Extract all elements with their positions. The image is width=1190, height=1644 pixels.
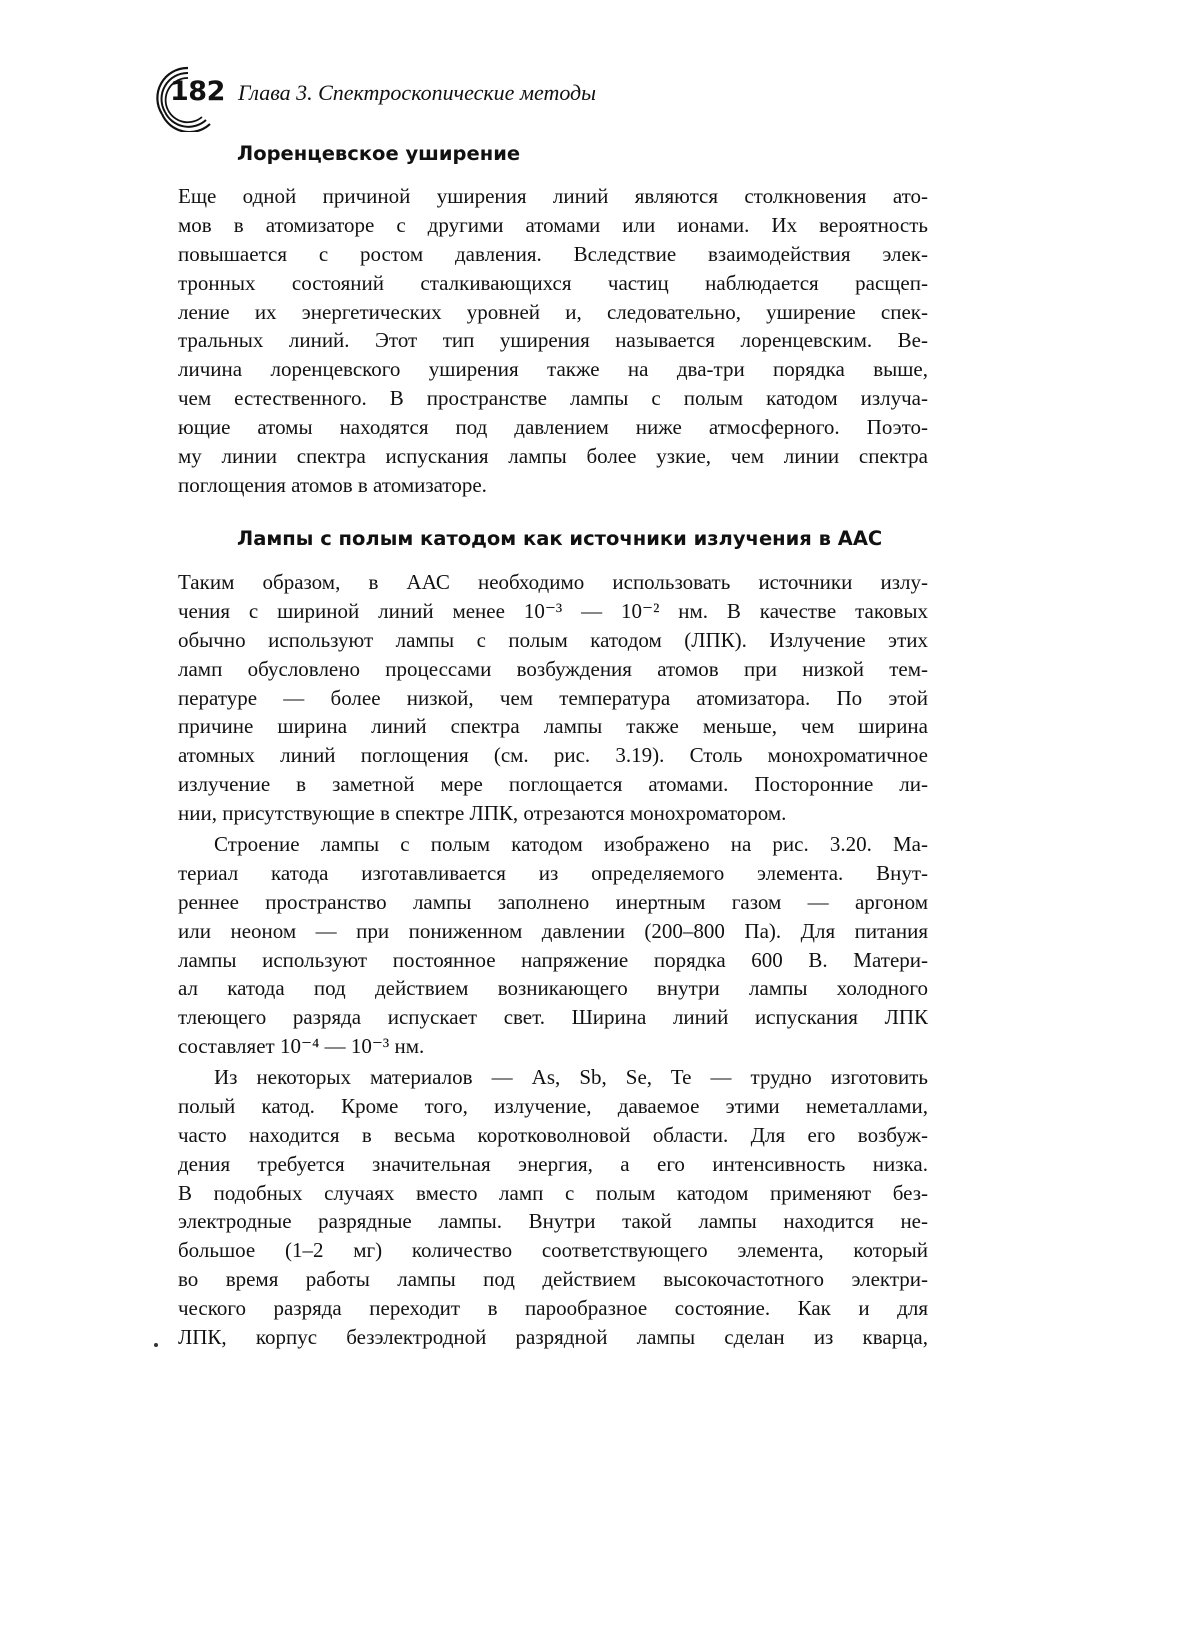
text-line: реннее пространство лампы заполнено инертным газом — аргоном xyxy=(178,889,928,914)
text-line: пературе — более низкой, чем температура атомизатора. По этой xyxy=(178,685,928,710)
text-line: дения требуется значительная энергия, а его интенсивность низка. xyxy=(178,1151,928,1176)
text-line: излучение в заметной мере поглощается атомами. Посторонние ли- xyxy=(178,772,928,797)
text-line: атомных линий поглощения (см. рис. 3.19). Столь монохроматичное xyxy=(178,743,928,768)
text-line: чения с шириной линий менее 10⁻³ — 10⁻² нм. В качестве таковых xyxy=(178,598,928,623)
text-line: ющие атомы находятся под давлением ниже атмосферного. Поэто- xyxy=(178,415,928,440)
text-line: Из некоторых материалов — As, Sb, Se, Te — трудно изготовить xyxy=(214,1065,928,1089)
paragraph-electrodeless-lamps xyxy=(178,1063,928,1352)
paragraph-sources xyxy=(178,568,928,828)
paragraph-lorentz xyxy=(178,182,928,500)
section-heading-lorentz: Лоренцевское уширение xyxy=(237,142,521,165)
text-line: лампы используют постоянное напряжение порядка 600 В. Матери- xyxy=(178,947,928,972)
text-line: мов в атомизаторе с другими атомами или ионами. Их вероятность xyxy=(178,212,928,237)
text-line: причине ширина линий спектра лампы также меньше, чем ширина xyxy=(178,714,928,739)
text-line: полый катод. Кроме того, излучение, даваемое этими неметаллами, xyxy=(178,1093,928,1118)
text-line: ЛПК, корпус безэлектродной разрядной лампы сделан из кварца, xyxy=(178,1325,928,1350)
text-line: электродные разрядные лампы. Внутри такой лампы находится не- xyxy=(178,1209,928,1234)
running-head: Глава 3. Спектроскопические методы xyxy=(238,80,597,105)
text-line: Таким образом, в ААС необходимо использовать источники излу- xyxy=(178,570,928,594)
section-heading-hollow-cathode-lamps: Лампы с полым катодом как источники излучения в ААС xyxy=(237,527,883,550)
text-line: Строение лампы с полым катодом изображено на рис. 3.20. Ма- xyxy=(214,832,928,856)
text-line: повышается с ростом давления. Вследствие взаимодействия элек- xyxy=(178,241,928,266)
text-line: тральных линий. Этот тип уширения называется лоренцевским. Ве- xyxy=(178,328,928,353)
text-line: обычно используют лампы с полым катодом (ЛПК). Излучение этих xyxy=(178,627,928,652)
text-line: чем естественного. В пространстве лампы с полым катодом излуча- xyxy=(178,386,928,411)
text-line: нии, присутствующие в спектре ЛПК, отрезаются монохроматором. xyxy=(178,801,787,826)
text-line: ческого разряда переходит в парообразное состояние. Как и для xyxy=(178,1296,928,1321)
text-line: тлеющего разряда испускает свет. Ширина линий испускания ЛПК xyxy=(178,1005,928,1030)
text-line: му линии спектра испускания лампы более узкие, чем линии спектра xyxy=(178,444,928,469)
text-line: большое (1–2 мг) количество соответствующего элемента, который xyxy=(178,1238,928,1263)
text-line: или неоном — при пониженном давлении (200–800 Па). Для питания xyxy=(178,918,928,943)
text-line: составляет 10⁻⁴ — 10⁻³ нм. xyxy=(178,1034,425,1059)
text-line: тронных состояний сталкивающихся частиц наблюдается расщеп- xyxy=(178,270,928,295)
text-line: Еще одной причиной уширения линий являются столкновения ато- xyxy=(178,184,928,208)
text-line: ламп обусловлено процессами возбуждения атомов при низкой тем- xyxy=(178,656,928,681)
text-line: личина лоренцевского уширения также на два-три порядка выше, xyxy=(178,357,928,382)
paragraph-lamp-structure xyxy=(178,830,928,1061)
text-line: В подобных случаях вместо ламп с полым катодом применяют без- xyxy=(178,1180,928,1205)
text-line: во время работы лампы под действием высокочастотного электри- xyxy=(178,1267,928,1292)
text-line: поглощения атомов в атомизаторе. xyxy=(178,472,487,497)
text-line: часто находится в весьма коротковолновой области. Для его возбуж- xyxy=(178,1122,928,1147)
page-header xyxy=(148,62,948,132)
page-number: 182 xyxy=(170,76,225,107)
text-line: ал катода под действием возникающего внутри лампы холодного xyxy=(178,976,928,1001)
text-line: териал катода изготавливается из определяемого элемента. Внут- xyxy=(178,860,928,885)
text-line: ление их энергетических уровней и, следовательно, уширение спек- xyxy=(178,299,928,324)
scan-speck xyxy=(154,1343,158,1347)
